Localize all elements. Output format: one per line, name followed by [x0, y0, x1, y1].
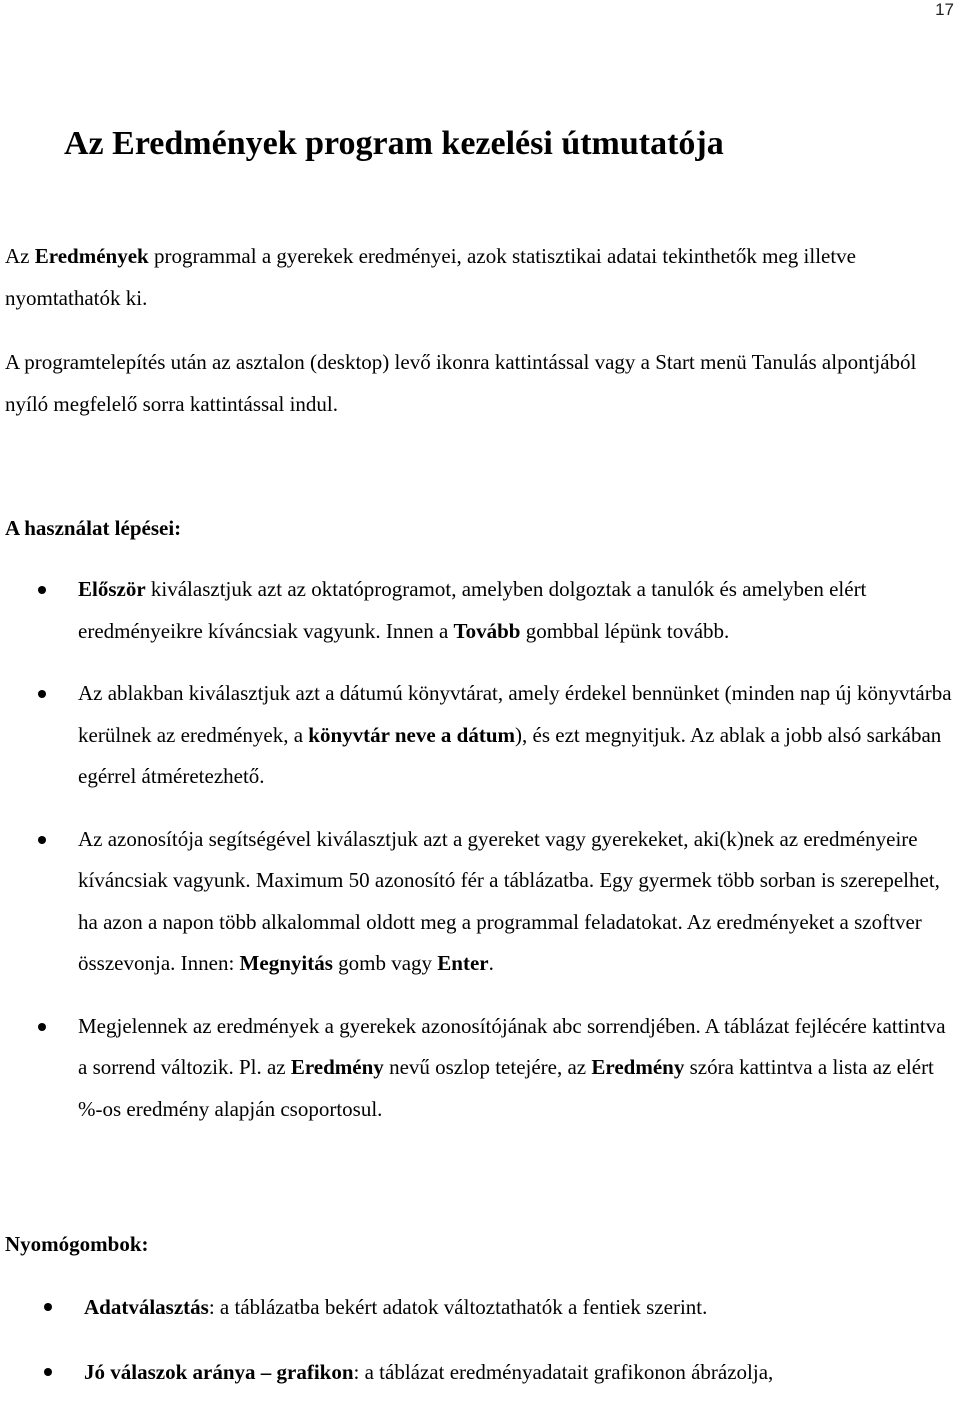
bold-term: Jó válaszok aránya – grafikon [84, 1360, 354, 1384]
document-title: Az Eredmények program kezelési útmutatója [64, 125, 724, 162]
bold-term: Eredmény [591, 1055, 685, 1079]
bullet-icon [38, 690, 46, 698]
bold-term: könyvtár neve a dátum [308, 722, 516, 747]
page-number: 17 [935, 0, 954, 19]
bold-term: Először [78, 577, 146, 601]
bullet-icon [38, 1023, 46, 1031]
intro-text: Az [5, 244, 35, 268]
item-text: nevű oszlop tetejére, az [383, 1055, 592, 1079]
item-text: gombbal lépünk tovább. [520, 618, 730, 643]
program-name-bold: Eredmények [34, 244, 149, 268]
item-text: ), és ezt megnyitjuk. Az ablak a jobb alsó sarkában egérrel átméretezhető. [78, 722, 942, 788]
item-text: Megjelennek az eredmények a gyerekek azonosítójának abc sorrendjében. A táblázat fejlécére kattintva a sorrend változik. Pl. az [78, 1013, 946, 1079]
bullet-icon [38, 836, 46, 844]
list-item [0, 819, 960, 985]
bullet-icon [44, 1368, 52, 1376]
item-text: szóra kattintva a lista az elért %-os eredmény alapján csoportosul. [78, 1055, 934, 1121]
intro-paragraph-1 [5, 236, 955, 319]
item-text: kiválasztjuk azt az oktatóprogramot, amelyben dolgoztak a tanulók és amelyben elért eredményeikre kíváncsiak vagyunk. Innen a [78, 577, 867, 643]
list-item [0, 1287, 960, 1327]
bold-term: Adatválasztás [84, 1295, 209, 1319]
item-text: gomb vagy [332, 951, 438, 975]
list-item [0, 673, 960, 798]
intro-text: programmal a gyerekek eredményei, azok statisztikai adatai tekinthetők meg illetve nyomtathatók ki. [5, 244, 857, 310]
bold-term: Enter [437, 951, 489, 975]
list-item [0, 1006, 960, 1131]
item-text: Az azonosítója segítségével kiválasztjuk azt a gyereket vagy gyerekeket, aki(k)nek az eredményeire kíváncsiak vagyunk. Maximum 50 azonosító fér a táblázatba. Egy gyermek több sorban is szerepelhet, ha azon a napon több alkalommal oldott meg a programmal feladatokat. Az eredményeket a szoftver összevonja. Innen: [78, 826, 940, 975]
item-text: : a táblázat eredményadatait grafikonon ábrázolja, [353, 1360, 774, 1384]
item-text: . [488, 951, 494, 975]
buttons-list [0, 1287, 960, 1417]
bullet-icon [44, 1303, 52, 1311]
steps-heading: A használat lépései: [5, 516, 182, 540]
item-text: Az ablakban kiválasztjuk azt a dátumú könyvtárat, amely érdekel bennünket (minden nap új könyvtárba kerülnek az eredmények, a [78, 681, 952, 747]
buttons-heading: Nyomógombok: [5, 1232, 149, 1256]
list-item [0, 569, 960, 652]
bold-term: Eredmény [290, 1055, 384, 1079]
intro-paragraph-2: A programtelepítés után az asztalon (desktop) levő ikonra kattintással vagy a Start menü Tanulás alpontjából nyíló megfelelő sorra kattintással indul. [5, 350, 917, 416]
bold-term: Megnyitás [239, 951, 333, 975]
item-text: : a táblázatba bekért adatok változtathatók a fentiek szerint. [208, 1295, 708, 1319]
steps-list [0, 569, 960, 1151]
bullet-icon [38, 586, 46, 594]
bold-term: Tovább [453, 618, 521, 643]
list-item [0, 1352, 960, 1392]
